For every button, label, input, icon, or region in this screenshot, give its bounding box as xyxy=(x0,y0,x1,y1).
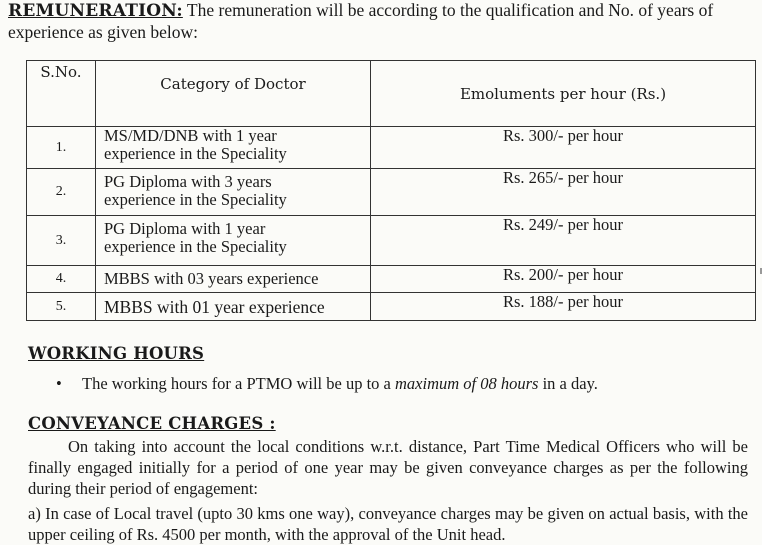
bullet-emphasis: maximum of 08 hours xyxy=(395,374,539,393)
table-row xyxy=(27,216,756,266)
row-emolument: Rs. 300/- per hour xyxy=(371,127,756,169)
bullet-icon: • xyxy=(56,374,62,393)
row-category-line1: PG Diploma with 1 year xyxy=(104,219,266,238)
row-sno: 1. xyxy=(27,127,96,169)
row-category-line1: MBBS with 03 years experience xyxy=(104,269,319,288)
row-sno: 4. xyxy=(27,266,96,293)
local-travel-paragraph: a) In case of Local travel (upto 30 kms one way), conveyance charges may be given on actual basis, with the upper ceiling of Rs. 4500 per month, with the approval of the Unit head. xyxy=(28,504,748,544)
header-category xyxy=(96,61,371,127)
remuneration-text: The remuneration will be according to the qualification and No. of years of experience as given below: xyxy=(8,0,714,42)
table-row xyxy=(27,127,756,169)
table-row xyxy=(27,169,756,216)
emoluments-table xyxy=(26,60,756,321)
row-category-line1: MBBS with 01 year experience xyxy=(104,296,325,317)
row-sno: 2. xyxy=(27,169,96,216)
table-header-row xyxy=(27,61,756,127)
row-emolument: Rs. 200/- per hour xyxy=(371,266,756,293)
row-category-line2: experience in the Speciality xyxy=(104,144,287,163)
header-sno: S.No. xyxy=(27,61,96,127)
row-emolument: Rs. 249/- per hour xyxy=(371,216,756,266)
working-hours-bullet xyxy=(56,374,598,394)
row-category-line1: PG Diploma with 3 years xyxy=(104,172,272,191)
conveyance-paragraph: On taking into account the local conditions w.r.t. distance, Part Time Medical Officers who will be finally engaged initially for a period of one year may be given conveyance charges as per the following during their period of engagement: xyxy=(28,437,748,498)
row-category-line1: MS/MD/DNB with 1 year xyxy=(104,126,277,145)
row-category xyxy=(96,266,371,293)
bullet-suffix: in a day. xyxy=(538,374,598,393)
remuneration-heading: REMUNERATION: xyxy=(8,1,183,21)
working-hours-heading: WORKING HOURS xyxy=(28,344,205,363)
table-row xyxy=(27,266,756,293)
remuneration-paragraph xyxy=(8,0,756,43)
row-category xyxy=(96,293,371,321)
header-emoluments xyxy=(371,61,756,127)
header-emoluments-label: Emoluments per hour (Rs.) xyxy=(459,85,667,103)
row-category xyxy=(96,127,371,169)
row-sno: 3. xyxy=(27,216,96,266)
row-sno: 5. xyxy=(27,293,96,321)
table-row xyxy=(27,293,756,321)
row-emolument: Rs. 188/- per hour xyxy=(371,293,756,321)
row-category-line2: experience in the Speciality xyxy=(104,190,287,209)
row-emolument: Rs. 265/- per hour xyxy=(371,169,756,216)
row-category xyxy=(96,169,371,216)
row-category-line2: experience in the Speciality xyxy=(104,237,287,256)
conveyance-heading: CONVEYANCE CHARGES : xyxy=(28,414,276,433)
row-category xyxy=(96,216,371,266)
bullet-prefix: The working hours for a PTMO will be up to a xyxy=(82,374,395,393)
header-category-label: Category of Doctor xyxy=(160,75,306,93)
